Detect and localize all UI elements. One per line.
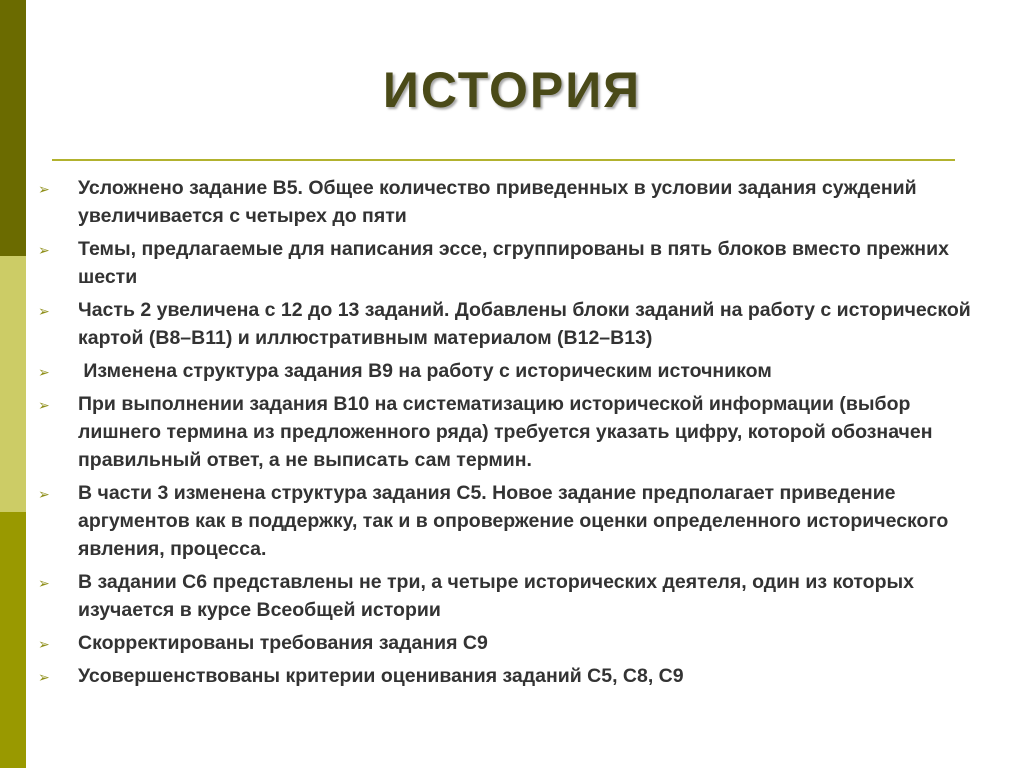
bullet-item — [38, 662, 998, 690]
bullet-item — [38, 235, 998, 291]
bullet-item — [38, 479, 998, 563]
arrow-bullet-icon: ➢ — [38, 397, 50, 413]
bullet-text: Изменена структура задания В9 на работу с историческим источником — [78, 360, 772, 382]
bullet-text: Темы, предлагаемые для написания эссе, сгруппированы в пять блоков вместо прежних шести — [78, 238, 949, 288]
bullet-item — [38, 174, 998, 230]
bullet-text: Часть 2 увеличена с 12 до 13 заданий. Добавлены блоки заданий на работу с исторической картой (В8–В11) и иллюстративным материалом (В12–В13) — [78, 299, 971, 349]
bullet-list — [38, 174, 998, 695]
arrow-bullet-icon: ➢ — [38, 636, 50, 652]
bullet-text: В задании С6 представлены не три, а четыре исторических деятеля, один из которых изучается в курсе Всеобщей истории — [78, 571, 914, 621]
arrow-bullet-icon: ➢ — [38, 364, 50, 380]
bullet-item — [38, 357, 998, 385]
bullet-text: Скорректированы требования задания С9 — [78, 632, 488, 654]
title-underline — [52, 159, 955, 161]
slide-title: ИСТОРИЯ — [382, 62, 642, 118]
bullet-text: В части 3 изменена структура задания С5. Новое задание предполагает приведение аргументов как в поддержку, так и в опровержение оценки определенного исторического явления, процесса. — [78, 482, 949, 560]
bullet-item — [38, 568, 998, 624]
arrow-bullet-icon: ➢ — [38, 669, 50, 685]
bullet-item — [38, 296, 998, 352]
arrow-bullet-icon: ➢ — [38, 575, 50, 591]
bullet-item — [38, 629, 998, 657]
arrow-bullet-icon: ➢ — [38, 486, 50, 502]
arrow-bullet-icon: ➢ — [38, 181, 50, 197]
arrow-bullet-icon: ➢ — [38, 242, 50, 258]
bullet-text: Усовершенствованы критерии оценивания заданий С5, С8, С9 — [78, 665, 684, 687]
bullet-text: Усложнено задание В5. Общее количество приведенных в условии задания суждений увеличивается с четырех до пяти — [78, 177, 917, 227]
bullet-item — [38, 390, 998, 474]
bullet-text: При выполнении задания В10 на систематизацию исторической информации (выбор лишнего термина из предложенного ряда) требуется указать цифру, которой обозначен правильный ответ, а не выписать сам термин. — [78, 393, 933, 471]
side-bar-bottom-segment — [0, 512, 26, 768]
side-bar-middle-segment — [0, 256, 26, 512]
side-bar-top-segment — [0, 0, 26, 256]
arrow-bullet-icon: ➢ — [38, 303, 50, 319]
